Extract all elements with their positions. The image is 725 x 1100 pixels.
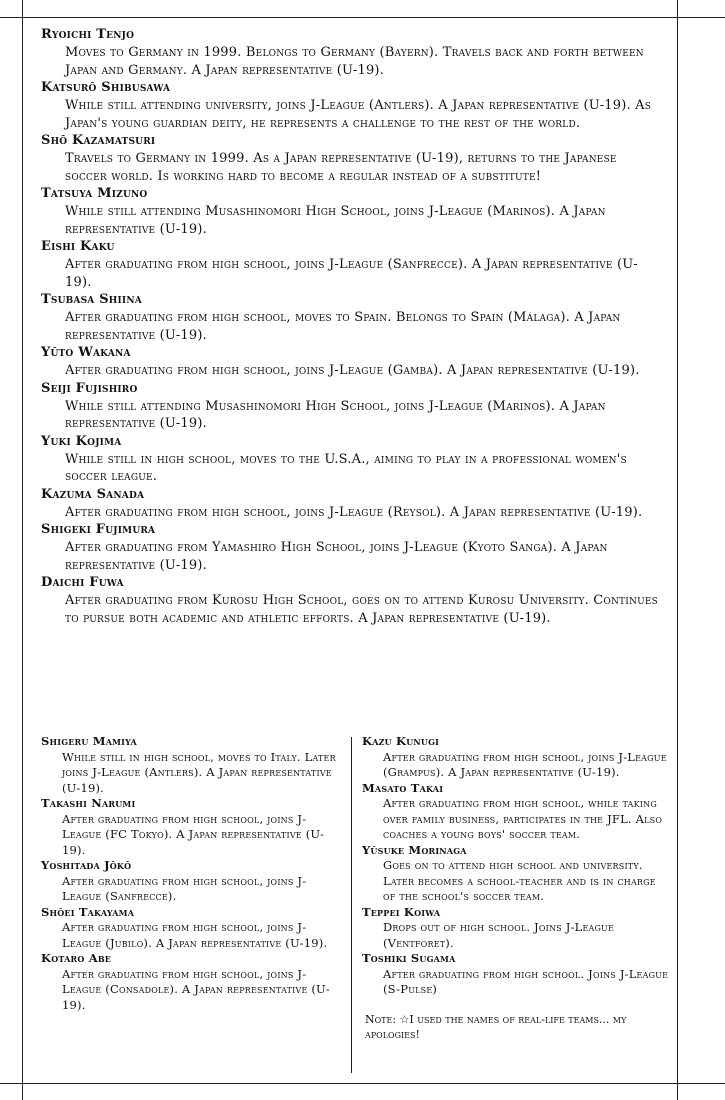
- entry-name: Shō Kazamatsuri: [41, 133, 156, 148]
- entry-description: While still in high school, moves to Italy. Later joins J-League (Antlers). A Japan representative (U-19).: [62, 749, 336, 795]
- entry-shigeki-fujimura: [41, 521, 661, 574]
- entry-description: After graduating from Kurosu High School, goes on to attend Kurosu University. Continues to pursue both academic and athletic efforts. A Japan representative (U-19).: [65, 593, 659, 626]
- entry-description: After graduating from high school, joins J-League (Sanfrecce). A Japan representative (U-19).: [65, 257, 638, 290]
- entry-name: Takashi Narumi: [41, 796, 136, 810]
- entry-name: Yoshitada Jōkō: [41, 858, 132, 872]
- entry-toshiki-sugama: [362, 951, 672, 998]
- entry-description: After graduating from high school, joins J-League (Jubilo). A Japan representative (U-19).: [62, 920, 328, 950]
- entry-name: Tsubasa Shiina: [41, 292, 142, 307]
- left-column-entries: [41, 734, 341, 1013]
- entry-katsuro-shibusawa: [41, 79, 661, 132]
- entry-daichi-fuwa: [41, 574, 661, 627]
- frame-bottom-rule: [0, 1083, 725, 1084]
- main-entry-list: [41, 26, 661, 627]
- entry-description: After graduating from high school, joins J-League (FC Tokyo). A Japan representative (U-19).: [62, 811, 325, 857]
- entry-tsubasa-shiina: [41, 291, 661, 344]
- entry-description: While still in high school, moves to the U.S.A., aiming to play in a professional women's soccer league.: [65, 451, 627, 484]
- entry-description: After graduating from Yamashiro High School, joins J-League (Kyoto Sanga). A Japan representative (U-19).: [65, 540, 608, 573]
- entry-sho-kazamatsuri: [41, 132, 661, 185]
- entry-shigeru-mamiya: [41, 734, 341, 796]
- entry-description: After graduating from high school, moves to Spain. Belongs to Spain (Málaga). A Japan representative (U-19).: [65, 310, 621, 343]
- entry-description: Drops out of high school. Joins J-League (Ventforet).: [383, 920, 615, 950]
- entry-yusuke-morinaga: [362, 843, 672, 905]
- entry-name: Shigeru Mamiya: [41, 734, 137, 748]
- entry-name: Shigeki Fujimura: [41, 522, 156, 537]
- entry-eishi-kaku: [41, 238, 661, 291]
- entry-name: Toshiki Sugama: [362, 951, 456, 965]
- frame-top-rule: [0, 17, 725, 18]
- entry-takashi-narumi: [41, 796, 341, 858]
- entry-description: While still attending Musashinomori High School, joins J-League (Marinos). A Japan representative (U-19).: [65, 204, 606, 237]
- entry-description: Travels to Germany in 1999. As a Japan representative (U-19), returns to the Japanese soccer world. Is working hard to become a regular instead of a substitute!: [65, 151, 617, 184]
- entry-description: After graduating from high school, joins J-League (Reysol). A Japan representative (U-19).: [65, 504, 643, 520]
- entry-description: After graduating from high school. Joins J-League (S-Pulse): [383, 966, 669, 996]
- entry-kazuma-sanada: [41, 486, 661, 522]
- entry-description: Goes on to attend high school and university. Later becomes a school-teacher and is in charge of the school's soccer team.: [383, 858, 656, 903]
- entry-name: Seiji Fujishiro: [41, 380, 138, 396]
- entry-name: Shōei Takayama: [41, 904, 135, 919]
- entry-name: Yuki Kojima: [41, 433, 122, 449]
- right-column-entries: [362, 734, 672, 1042]
- entry-name: Katsurō Shibusawa: [41, 80, 171, 95]
- entry-description: While still attending Musashinomori High School, joins J-League (Marinos). A Japan representative (U-19).: [65, 398, 606, 431]
- entry-masato-takai: [362, 781, 672, 843]
- entry-shoei-takayama: [41, 905, 341, 952]
- entry-yuto-wakana: [41, 344, 661, 380]
- entry-name: Ryoichi Tenjo: [41, 27, 135, 42]
- entry-name: Yūto Wakana: [41, 345, 131, 360]
- entry-tatsuya-mizuno: [41, 185, 661, 238]
- entry-description: Moves to Germany in 1999. Belongs to Germany (Bayern). Travels back and forth between Japan and Germany. A Japan representative (U-19).: [65, 45, 644, 78]
- entry-yuki-kojima: [41, 433, 661, 486]
- entry-name: Tatsuya Mizuno: [41, 186, 148, 201]
- entry-description: After graduating from high school, while taking over family business, participates in the JFL. Also coaches a young boys' soccer team.: [383, 796, 663, 841]
- entry-name: Eishi Kaku: [41, 239, 115, 254]
- footnote: Note: ☆I used the names of real-life teams... my apologies!: [365, 1012, 627, 1041]
- entry-description: After graduating from high school, joins J-League (Grampus). A Japan representative (U-19).: [383, 749, 667, 779]
- entry-yoshitada-joko: [41, 858, 341, 905]
- entry-kazu-kunugi: [362, 734, 672, 781]
- entry-name: Yūsuke Morinaga: [362, 842, 467, 857]
- entry-name: Masato Takai: [362, 780, 444, 795]
- entry-description: After graduating from high school, joins J-League (Sanfrecce).: [62, 873, 307, 903]
- entry-name: Kazu Kunugi: [362, 734, 440, 748]
- column-divider: [351, 737, 352, 1073]
- entry-description: While still attending university, joins J-League (Antlers). A Japan representative (U-19). As Japan's young guardian deity, he represents a challenge to the rest of the world.: [65, 98, 652, 131]
- entry-teppei-koiwa: [362, 905, 672, 952]
- entry-kotaro-abe: [41, 951, 341, 1013]
- entry-name: Kotaro Abe: [41, 951, 112, 965]
- entry-ryoichi-tenjo: [41, 26, 661, 79]
- entry-seiji-fujishiro: [41, 380, 661, 433]
- frame-right-rule: [677, 0, 678, 1100]
- entry-description: After graduating from high school, joins J-League (Gamba). A Japan representative (U-19).: [65, 363, 640, 378]
- entry-description: After graduating from high school, joins J-League (Consadole). A Japan representative (U-19).: [62, 966, 330, 1012]
- entry-name: Daichi Fuwa: [41, 575, 124, 590]
- entry-name: Kazuma Sanada: [41, 486, 145, 502]
- entry-name: Teppei Koiwa: [362, 904, 441, 919]
- frame-left-rule: [22, 0, 23, 1100]
